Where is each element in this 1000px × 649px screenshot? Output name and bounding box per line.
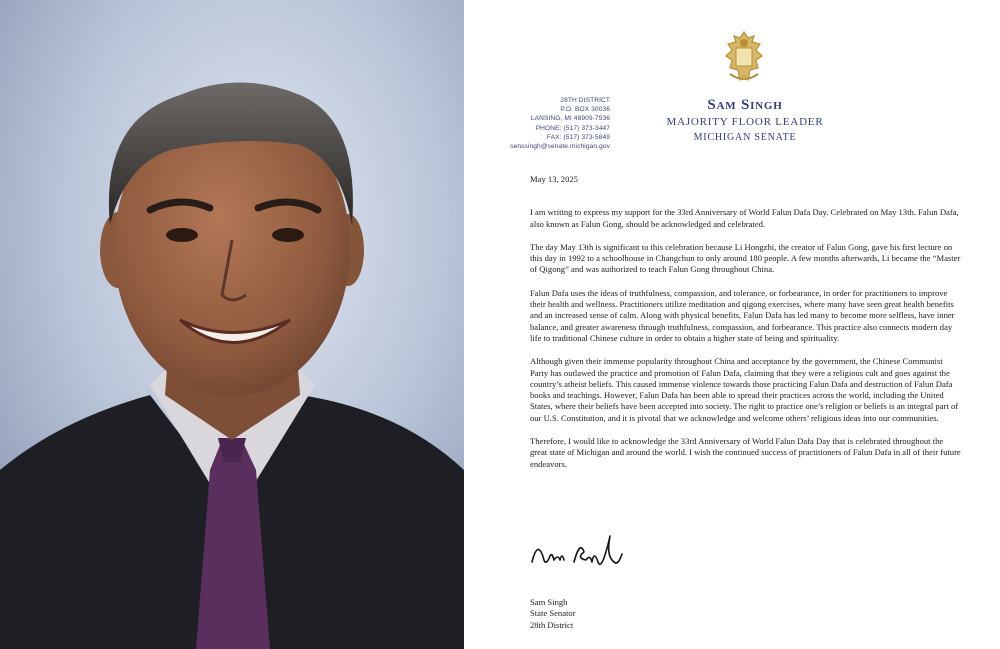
letter-paragraph: I am writing to express my support for the 33rd Anniversary of World Falun Dafa Day. Celebrated on May 13th. Falun Dafa, also known as Falun Gong, should be acknowledged and celebrated. (530, 207, 959, 229)
letterhead-title: MAJORITY FLOOR LEADER (666, 116, 824, 128)
signature-block (530, 597, 576, 631)
signer-name: Sam Singh (530, 597, 568, 607)
address-district: 28TH DISTRICT (560, 97, 610, 104)
address-city: LANSING, MI 48909-7536 (530, 115, 610, 123)
office-address-block (500, 96, 610, 151)
letter-paragraph: The day May 13th is significant to this celebration because Li Hongzhi, the creator of Falun Gong, gave his first lecture on this day in 1992 to a schoolhouse in Changchun to only around 180 people. A few months afterwards, Li became the “Master of Qigong” and was authorized to teach Falun Gong throughout China. (530, 241, 961, 275)
letter-paragraph: Although given their immense popularity throughout China and acceptance by the government, the Chinese Communist Party has outlawed the practice and promotion of Falun Dafa, claiming that they were a religious cult and goes against the country’s atheist beliefs. This caused immense violence towards those practicing Falun Dafa and destruction of Falun Dafa books and teachings. However, Falun Dafa has been able to spread their practices across the world, including the United States, where their beliefs have been accepted into society. The right to practice one’s religion or beliefs is an integral part of our U.S. Constitution, and it is pivotal that we acknowledge and welcome others’ religious ideas into our communities. (530, 356, 959, 423)
michigan-state-seal-icon (720, 30, 768, 86)
letterhead-body: MICHIGAN SENATE (693, 132, 797, 143)
address-fax: FAX: (517) 373-5849 (546, 133, 610, 141)
letter-date: May 13, 2025 (530, 174, 578, 184)
senator-portrait-photo (0, 0, 464, 649)
address-po-box: P.O. BOX 30036 (560, 106, 610, 114)
letter-paragraph: Therefore, I would like to acknowledge the 33rd Anniversary of World Falun Dafa Day that is celebrated throughout the great state of Michigan and around the world. I wish the continued success of practitioners of Falun Dafa in all of their future endeavors. (530, 436, 961, 469)
signer-district: 28th District (530, 619, 574, 630)
letter-body (530, 174, 962, 482)
handwritten-signature (528, 532, 628, 574)
letterhead-name: Sam Singh (707, 97, 783, 113)
address-phone: PHONE: (517) 373-3447 (535, 124, 610, 132)
letter-paragraph: Falun Dafa uses the ideas of truthfulness, compassion, and tolerance, or forbearance, in order for practitioners to improve their health and wellness. Practitioners utilize meditation and qigong exercises, where many have seen great health benefits and an increased sense of calm. Along with physical benefits, Falun Dafa has led many to become more selfless, have inner balance, and greater awareness through truthfulness, compassion, and forbearance. This practice also connects modern day life to traditional Chinese culture in order to obtain a higher state of being and spirituality. (530, 287, 955, 343)
address-email: senssingh@senate.michigan.gov (510, 143, 610, 151)
signer-title: State Senator (530, 608, 576, 619)
letterhead (660, 96, 830, 145)
